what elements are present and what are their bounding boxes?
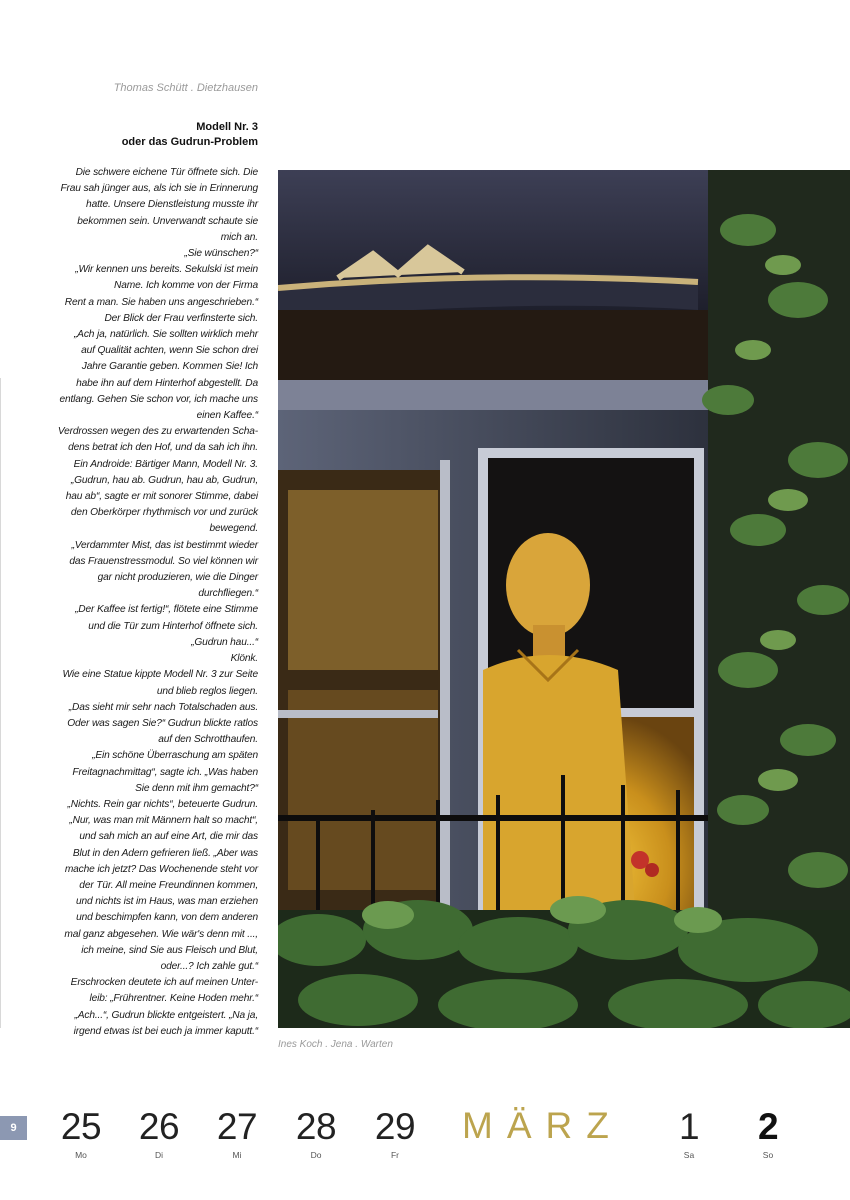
weekday-label: Di [154, 1150, 164, 1160]
title-line-1: Modell Nr. 3 [196, 121, 258, 133]
story-line: „Nur, was man mit Männern halt so macht“, [69, 815, 258, 827]
calendar-day [659, 1105, 719, 1160]
story-line: „Verdammter Mist, das ist bestimmt wieder [71, 539, 258, 551]
story-line: auf Qualität achten, wenn Sie schon drei [81, 345, 258, 357]
story-text [44, 165, 258, 1040]
story-line: entlang. Gehen Sie schon vor, ich mache uns [59, 393, 258, 405]
weekday-label: Mi [232, 1150, 242, 1160]
day-number: 2 [757, 1106, 779, 1147]
calendar-strip [0, 1100, 850, 1200]
weekday-label: So [762, 1150, 774, 1160]
day-number: 29 [374, 1106, 416, 1147]
story-line: Ein Androide: Bärtiger Mann, Modell Nr. 3. [73, 458, 258, 470]
story-line: mache ich jetzt? Das Wochenende steht vor [64, 863, 258, 875]
weekday-label: Do [310, 1150, 322, 1160]
story-line: Verdrossen wegen des zu erwartenden Scha- [57, 426, 258, 438]
weekday-label: Mo [75, 1150, 87, 1160]
story-line: den Oberkörper rhythmisch vor und zurück [70, 507, 258, 519]
calendar-day [207, 1105, 267, 1160]
story-line: „Der Kaffee ist fertig!“, flötete eine Stimme [75, 604, 258, 616]
story-line: Jahre Garantie geben. Kommen Sie! Ich [81, 361, 258, 373]
story-line: irgend etwas ist bei euch ja immer kaputt.“ [73, 1025, 258, 1037]
story-line: und beschimpfen kann, von dem anderen [76, 912, 258, 924]
story-line: „Nichts. Rein gar nichts“, beteuerte Gudrun. [67, 798, 258, 810]
story-line: „Ach...“, Gudrun blickte entgeistert. „Na ja, [74, 1009, 258, 1021]
story-line: Oder was sagen Sie?“ Gudrun blickte ratlos [67, 717, 258, 729]
story-line: „Wir kennen uns bereits. Sekulski ist mein [75, 264, 258, 276]
title-line-2: oder das Gudrun-Problem [121, 136, 258, 148]
day-number: 1 [678, 1106, 700, 1147]
day-number: 25 [60, 1106, 102, 1147]
day-number: 27 [216, 1106, 258, 1147]
story-line: habe ihn auf dem Hinterhof abgestellt. Da [76, 377, 258, 389]
story-line: „Das sieht mir sehr nach Totalschaden aus. [68, 701, 258, 713]
calendar-day [129, 1105, 189, 1160]
story-line: oder...? Ich zahle gut.“ [160, 960, 258, 972]
month-name: MÄRZ [462, 1105, 623, 1146]
story-line: Blut in den Adern gefrieren ließ. „Aber was [72, 847, 258, 859]
calendar-day [365, 1105, 425, 1160]
story-line: dens betrat ich den Hof, und da sah ich ihn. [68, 442, 258, 454]
story-line: „Ach ja, natürlich. Sie sollten wirklich mehr [73, 329, 258, 341]
page-number-badge: 9 [0, 1116, 27, 1140]
story-line: auf den Schrotthaufen. [158, 734, 258, 746]
story-line: „Gudrun hau...“ [191, 636, 258, 648]
calendar-day-sunday [738, 1105, 798, 1160]
story-line: und nichts ist im Haus, was man erziehen [76, 896, 258, 908]
story-line: Erschrocken deutete ich auf meinen Unter- [70, 977, 258, 989]
day-number: 28 [295, 1106, 337, 1147]
weekday-label: Sa [683, 1150, 695, 1160]
story-line: Sie denn mit ihm gemacht?“ [135, 782, 258, 794]
story-line: das Frauenstressmodul. So viel können wir [69, 555, 258, 567]
author-line: Thomas Schütt . Dietzhausen [113, 82, 258, 94]
story-line: Frau sah jünger aus, als ich sie in Erinnerung [60, 183, 258, 195]
story-line: und blieb reglos liegen. [156, 685, 258, 697]
story-line: leib: „Frührentner. Keine Hoden mehr.“ [89, 993, 258, 1005]
story-line: „Gudrun, hau ab. Gudrun, hau ab, Gudrun, [70, 474, 258, 486]
day-number: 26 [138, 1106, 180, 1147]
story-line: Der Blick der Frau verfinsterte sich. [104, 312, 258, 324]
story-line: Die schwere eichene Tür öffnete sich. Die [75, 167, 258, 178]
calendar-day [51, 1105, 111, 1160]
story-line: Freitagnachmittag“, sagte ich. „Was haben [72, 766, 258, 778]
story-line: Klönk. [230, 653, 258, 665]
story-line: ich meine, sind Sie aus Fleisch und Blut, [81, 944, 258, 956]
story-line: gar nicht produzieren, wie die Dinger [97, 572, 258, 584]
story-line: und sah mich an auf eine Art, die mir das [79, 831, 258, 843]
story-line: durchfliegen.“ [198, 588, 258, 600]
calendar-day [286, 1105, 346, 1160]
photo-credit: Ines Koch . Jena . Warten [278, 1039, 393, 1050]
story-line: mich an. [220, 231, 258, 243]
mannequin-window-photo [278, 170, 850, 1028]
story-line: „Ein schöne Überraschung am späten [92, 750, 258, 762]
story-line: der Tür. All meine Freundinnen kommen, [79, 879, 258, 891]
story-line: einen Kaffee.“ [196, 410, 258, 422]
story-line: Name. Ich komme von der Firma [114, 280, 258, 292]
story-line: bewegend. [209, 523, 258, 535]
story-line: mal ganz abgesehen. Wie wär's denn mit ..., [64, 928, 258, 940]
story-title [60, 120, 258, 150]
story-line: bekommen sein. Unverwandt schaute sie [77, 215, 258, 227]
page-edge-rule [0, 378, 1, 1028]
story-line: hau ab“, sagte er mit sonorer Stimme, dabei [65, 491, 258, 503]
story-line: Rent a man. Sie haben uns angeschrieben.“ [64, 296, 258, 308]
story-line: und die Tür zum Hinterhof öffnete sich. [88, 620, 258, 632]
story-line: „Sie wünschen?“ [184, 248, 258, 260]
weekday-label: Fr [390, 1150, 400, 1160]
story-line: hatte. Unsere Dienstleistung musste ihr [86, 199, 258, 211]
story-line: Wie eine Statue kippte Modell Nr. 3 zur Seite [62, 669, 258, 681]
